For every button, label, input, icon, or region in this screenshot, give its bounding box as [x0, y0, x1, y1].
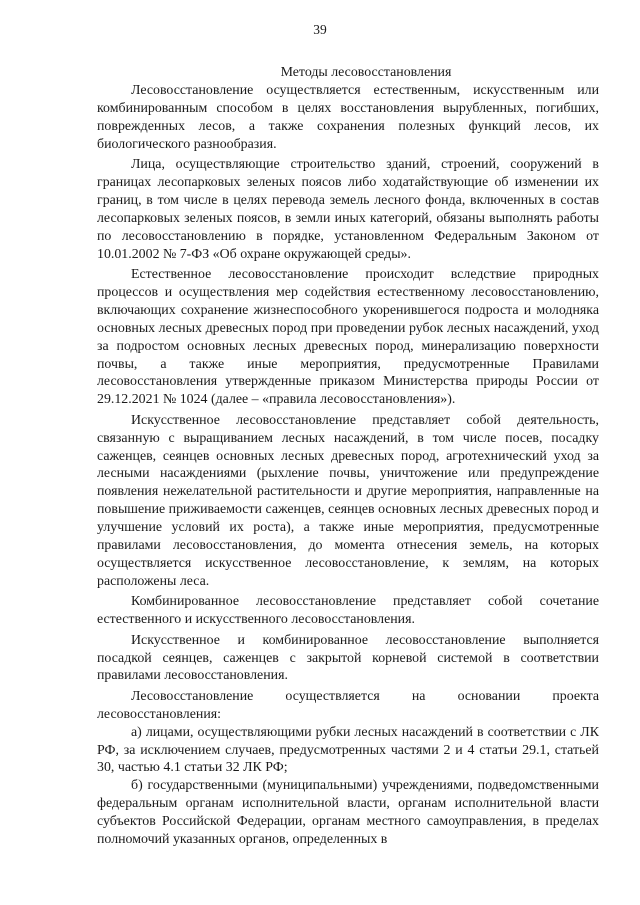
paragraph-1: Лесовосстановление осуществляется естественным, искусственным или комбинированным способом в целях восстановления вырубленных, погибших, поврежденных лесов, а также сохранения полезных функций лесов, их биологического разнообразия. — [97, 82, 599, 152]
page-number: 39 — [313, 22, 327, 37]
paragraph-3: Естественное лесовосстановление происходит вследствие природных процессов и осуществления мер содействия естественному лесовосстановлению, включающих сохранение жизнеспособного укоренившегося подроста и молодняка основных лесных древесных пород при проведении рубок лесных насаждений, уход за подростом основных лесных древесных пород, минерализацию поверхности почвы, а также иные мероприятия, предусмотренные Правилами лесовосстановления утвержденные приказом Министерства природы России от 29.12.2021 № 1024 (далее – «правила лесовосстановления»). — [97, 266, 599, 408]
paragraph-6: Искусственное и комбинированное лесовосстановление выполняется посадкой сеянцев, саженцев с закрытой корневой системой в соответствии правилами лесовосстановления. — [97, 632, 599, 684]
list-item-b: б) государственными (муниципальными) учреждениями, подведомственными федеральным органам исполнительной власти, органам исполнительной власти субъектов Российской Федерации, органам местного самоуправления, в пределах полномочий указанных органов, определенных в — [97, 778, 599, 848]
list-item-a: а) лицами, осуществляющими рубки лесных насаждений в соответствии с ЛК РФ, за исключением случаев, предусмотренных частями 2 и 4 статьи 29.1, статьей 30, частью 4.1 статьи 32 ЛК РФ; — [97, 724, 599, 776]
page-content — [97, 64, 599, 849]
paragraph-7: Лесовосстановление осуществляется на основании проекта лесовосстановления: — [97, 688, 599, 722]
section-heading: Методы лесовосстановления — [280, 65, 452, 80]
paragraph-5: Комбинированное лесовосстановление представляет собой сочетание естественного и искусственного лесовосстановления. — [97, 594, 599, 628]
paragraph-2: Лица, осуществляющие строительство зданий, строений, сооружений в границах лесопарковых зеленых поясов либо ходатайствующие об изменении их границ, в том числе в целях перевода земель лесного фонда, включенных в состав лесопарковых зеленых поясов, в земли иных категорий, обязаны выполнять работы по лесовосстановлению в порядке, установленном Федеральным Законом от 10.01.2002 № 7-ФЗ «Об охране окружающей среды». — [97, 157, 599, 262]
paragraph-4: Искусственное лесовосстановление представляет собой деятельность, связанную с выращиванием лесных насаждений, в том числе посев, посадку саженцев, сеянцев основных лесных древесных пород, агротехнический уход за лесными насаждениями (рыхление почвы, уничтожение или предупреждение появления нежелательной растительности и другие мероприятия, направленные на повышение приживаемости саженцев, сеянцев основных лесных древесных пород и улучшение условий их роста), а также иные мероприятия, предусмотренные правилами лесовосстановления, до момента отнесения земель, на которых осуществляется искусственное лесовосстановление, к землям, на которых расположены леса. — [97, 412, 599, 589]
